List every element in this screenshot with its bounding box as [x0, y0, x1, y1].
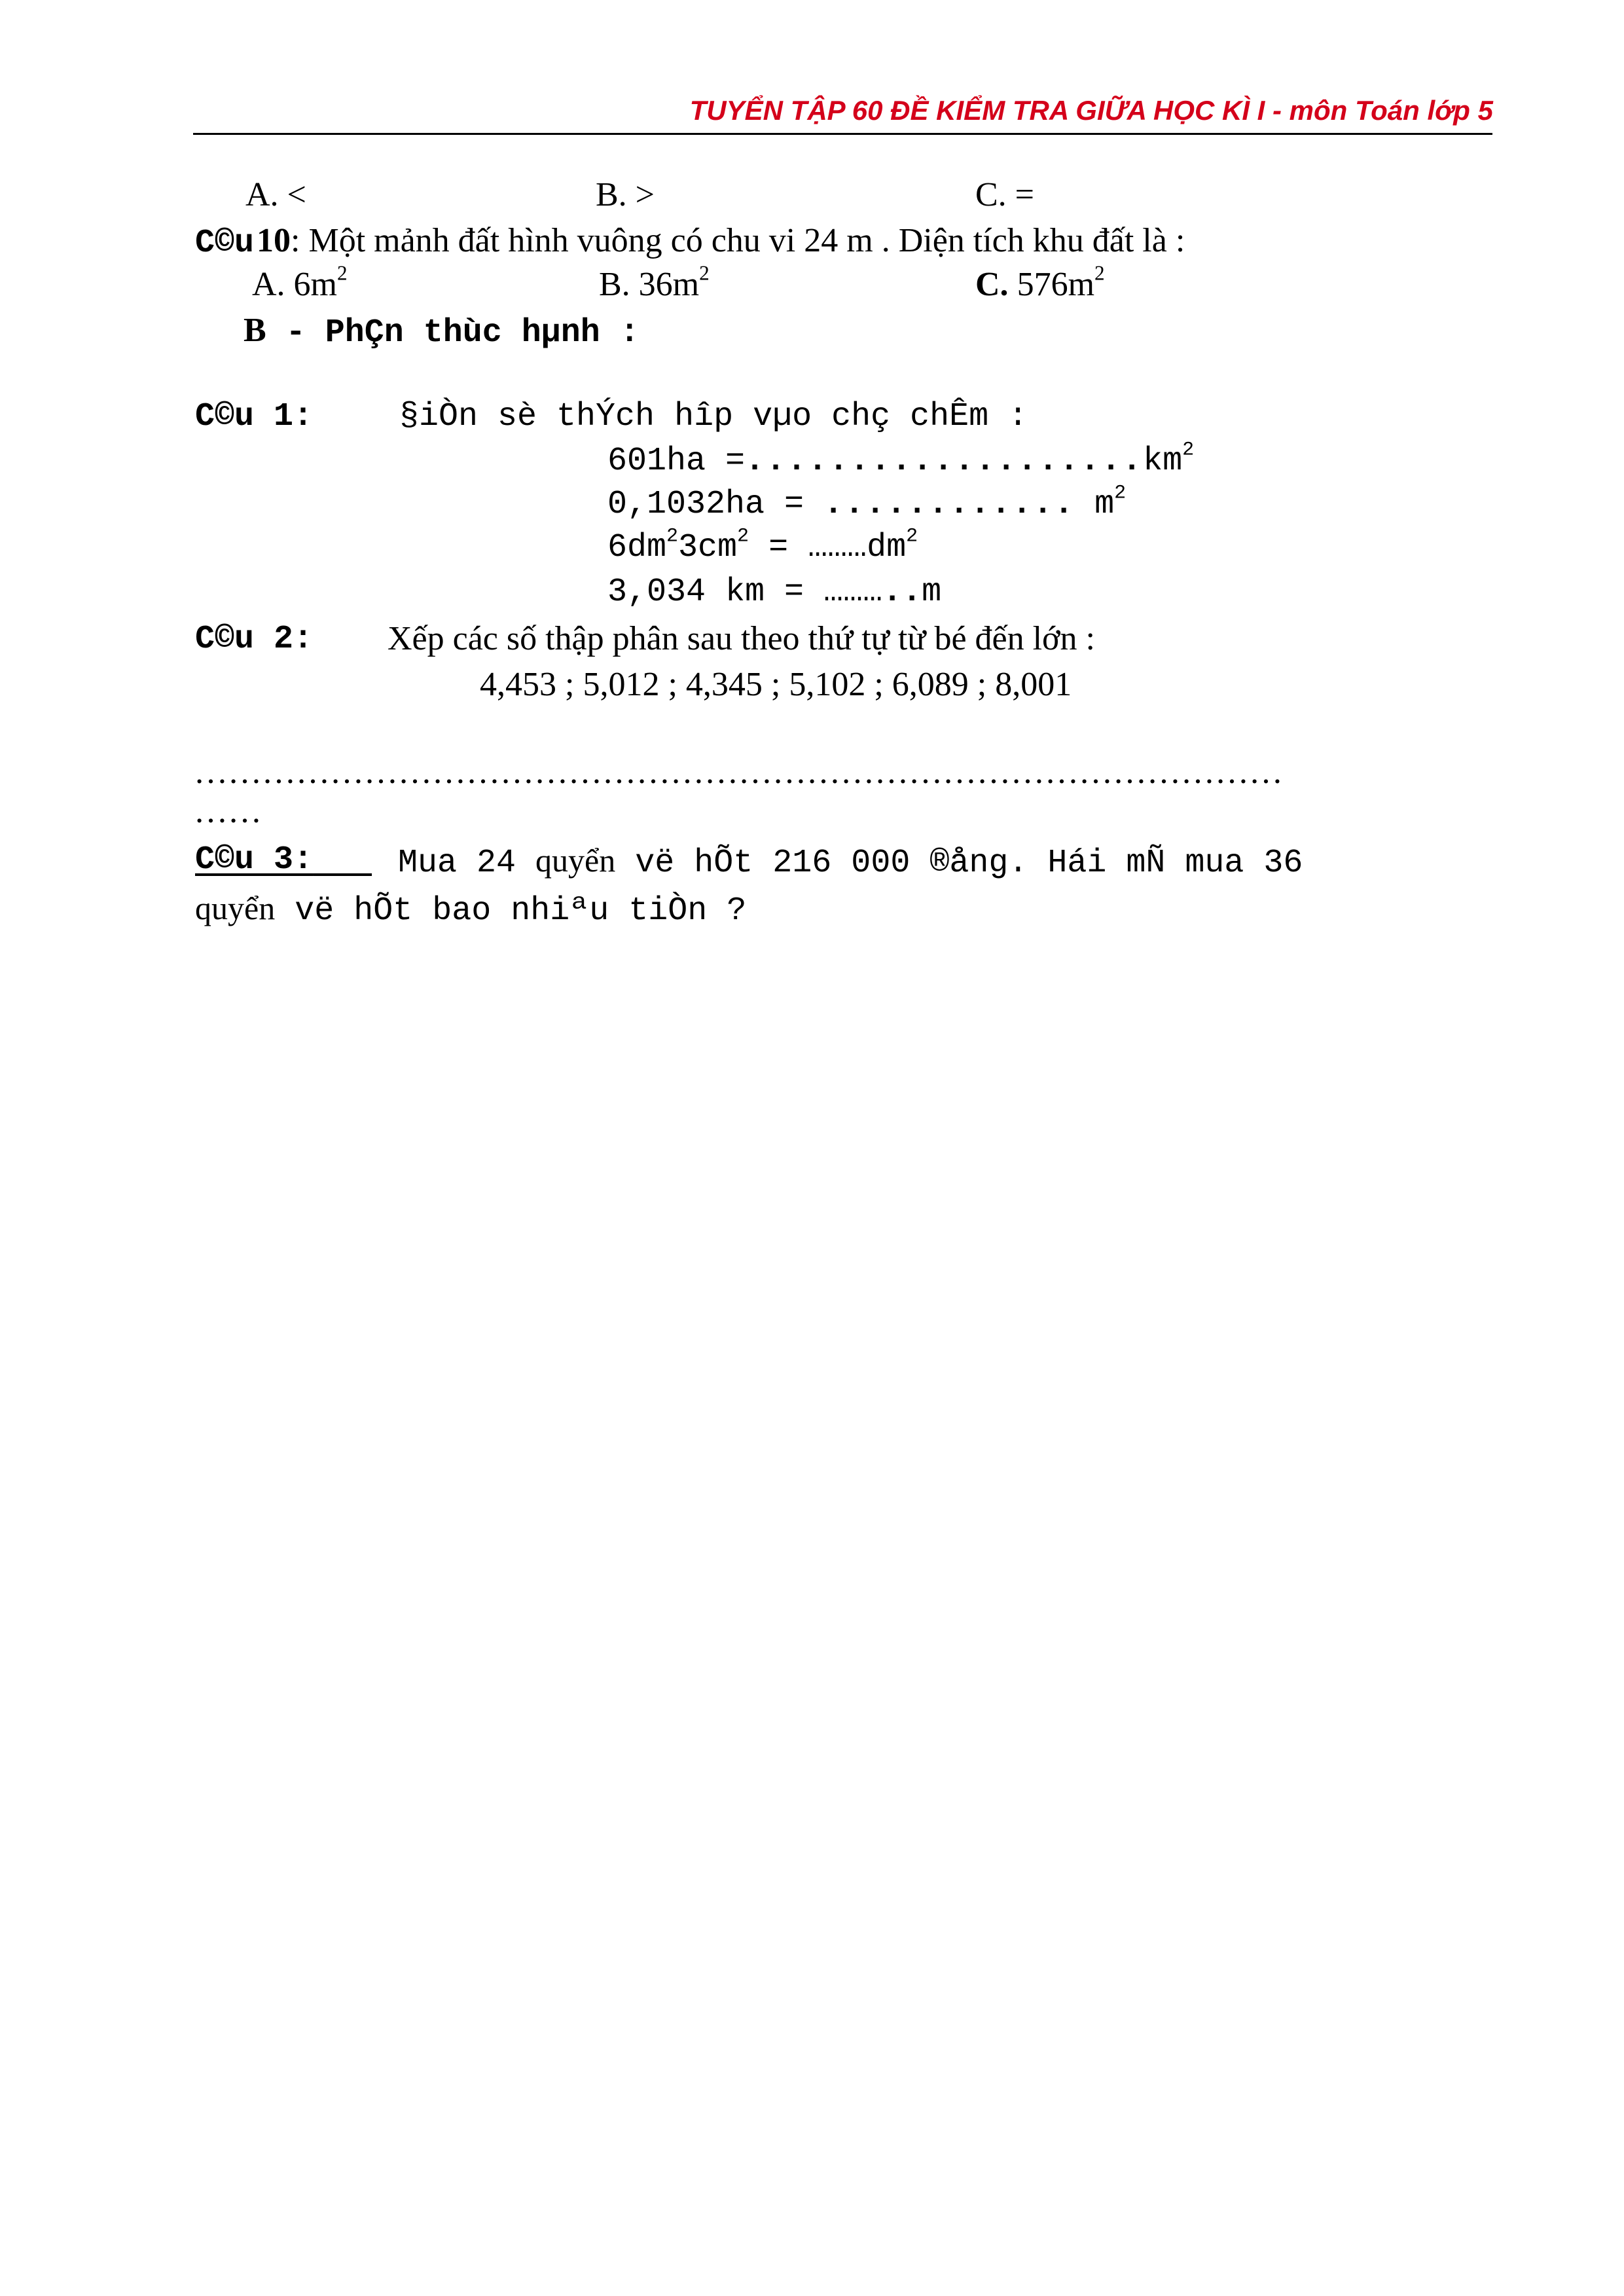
superscript: 2 — [699, 261, 710, 285]
cau2-text: Xếp các số thập phân sau theo thứ tự từ bé đến lớn : — [388, 620, 1096, 657]
superscript: 2 — [906, 525, 918, 548]
section-b-heading — [244, 311, 640, 352]
q10-option-b-text: B. 36m — [599, 266, 700, 303]
cau3-line-1-c: vë hÕt 216 000 ®ång. Hái mÑ mua 36 — [615, 845, 1303, 882]
cau3-line-2-a: quyển — [195, 890, 276, 926]
cau1-line-4-text: 3,034 km = ……… — [607, 574, 883, 611]
cau1-line-1-text: 601ha = — [607, 443, 746, 480]
cau1-line-1-unit: km — [1143, 443, 1183, 480]
cau2-numbers: 4,453 ; 5,012 ; 4,345 ; 5,102 ; 6,089 ; 8,001 — [480, 666, 1072, 703]
cau3-label — [195, 841, 372, 879]
q10-option-c-value: 576m — [1008, 266, 1095, 303]
cau1-line-4-unit: m — [922, 574, 942, 611]
cau3-label-text: C©u 3: — [195, 841, 314, 879]
answer-dots-line-1: …………………………………………………………………………………… — [194, 754, 1283, 791]
section-b-letter: B — [244, 312, 266, 349]
cau1-line-3-b: 3cm — [678, 529, 738, 566]
superscript: 2 — [1094, 261, 1105, 285]
header-divider — [193, 133, 1492, 135]
cau2-label: C©u 2: — [195, 621, 314, 658]
cau3-line-1-b: quyển — [535, 842, 616, 879]
section-b-title: - PhÇn thùc hµnh : — [266, 314, 640, 352]
cau1-line-2-unit: m — [1075, 486, 1115, 523]
cau1-label: C©u 1: — [195, 398, 314, 435]
cau1-line-3-a: 6dm — [607, 529, 667, 566]
q9-option-a: A. < — [245, 176, 306, 213]
superscript: 2 — [1114, 482, 1127, 505]
q10-option-c — [975, 261, 1105, 304]
cau1-line-1 — [607, 439, 1195, 480]
cau3-line-1-a: Mua 24 — [398, 845, 536, 882]
superscript: 2 — [666, 525, 679, 548]
cau3-line-2 — [195, 889, 746, 930]
q10-option-a — [252, 261, 348, 304]
superscript: 2 — [737, 525, 749, 548]
q10-option-a-text: A. 6m — [252, 266, 337, 303]
cau1-line-4 — [607, 574, 941, 611]
cau1-line-2 — [607, 482, 1127, 523]
cau1-line-2-text: 0,1032ha = — [607, 486, 824, 523]
q10-line — [195, 221, 1185, 262]
cau3-line-1 — [398, 841, 1303, 882]
document-header-title: TUYỂN TẬP 60 ĐỀ KIỂM TRA GIỮA HỌC KÌ I - môn Toán lớp 5 — [689, 95, 1493, 126]
cau1-instruction: §iÒn sè thÝch hîp vµo chç chÊm : — [399, 398, 1028, 435]
cau1-line-1-dots: ................... — [745, 443, 1144, 480]
cau1-line-4-dots: .. — [882, 574, 922, 611]
q10-text: : Một mảnh đất hình vuông có chu vi 24 m . Diện tích khu đất là : — [291, 222, 1185, 259]
answer-dots-line-2: …… — [194, 793, 262, 830]
q10-number: 10 — [257, 222, 291, 259]
q10-option-b — [599, 261, 710, 304]
q9-option-c: C. = — [975, 176, 1035, 213]
cau1-line-3-c: = ………dm — [749, 529, 907, 566]
cau1-line-3 — [607, 525, 918, 566]
cau3-line-2-b: vë hÕt bao nhiªu tiÒn ? — [275, 892, 747, 930]
superscript: 2 — [337, 261, 348, 285]
q9-option-b: B. > — [596, 176, 655, 213]
q10-option-c-letter: C. — [975, 266, 1009, 303]
cau1-line-2-dots: ............ — [823, 486, 1075, 523]
q10-label: C©u — [195, 225, 255, 262]
superscript: 2 — [1182, 439, 1195, 462]
